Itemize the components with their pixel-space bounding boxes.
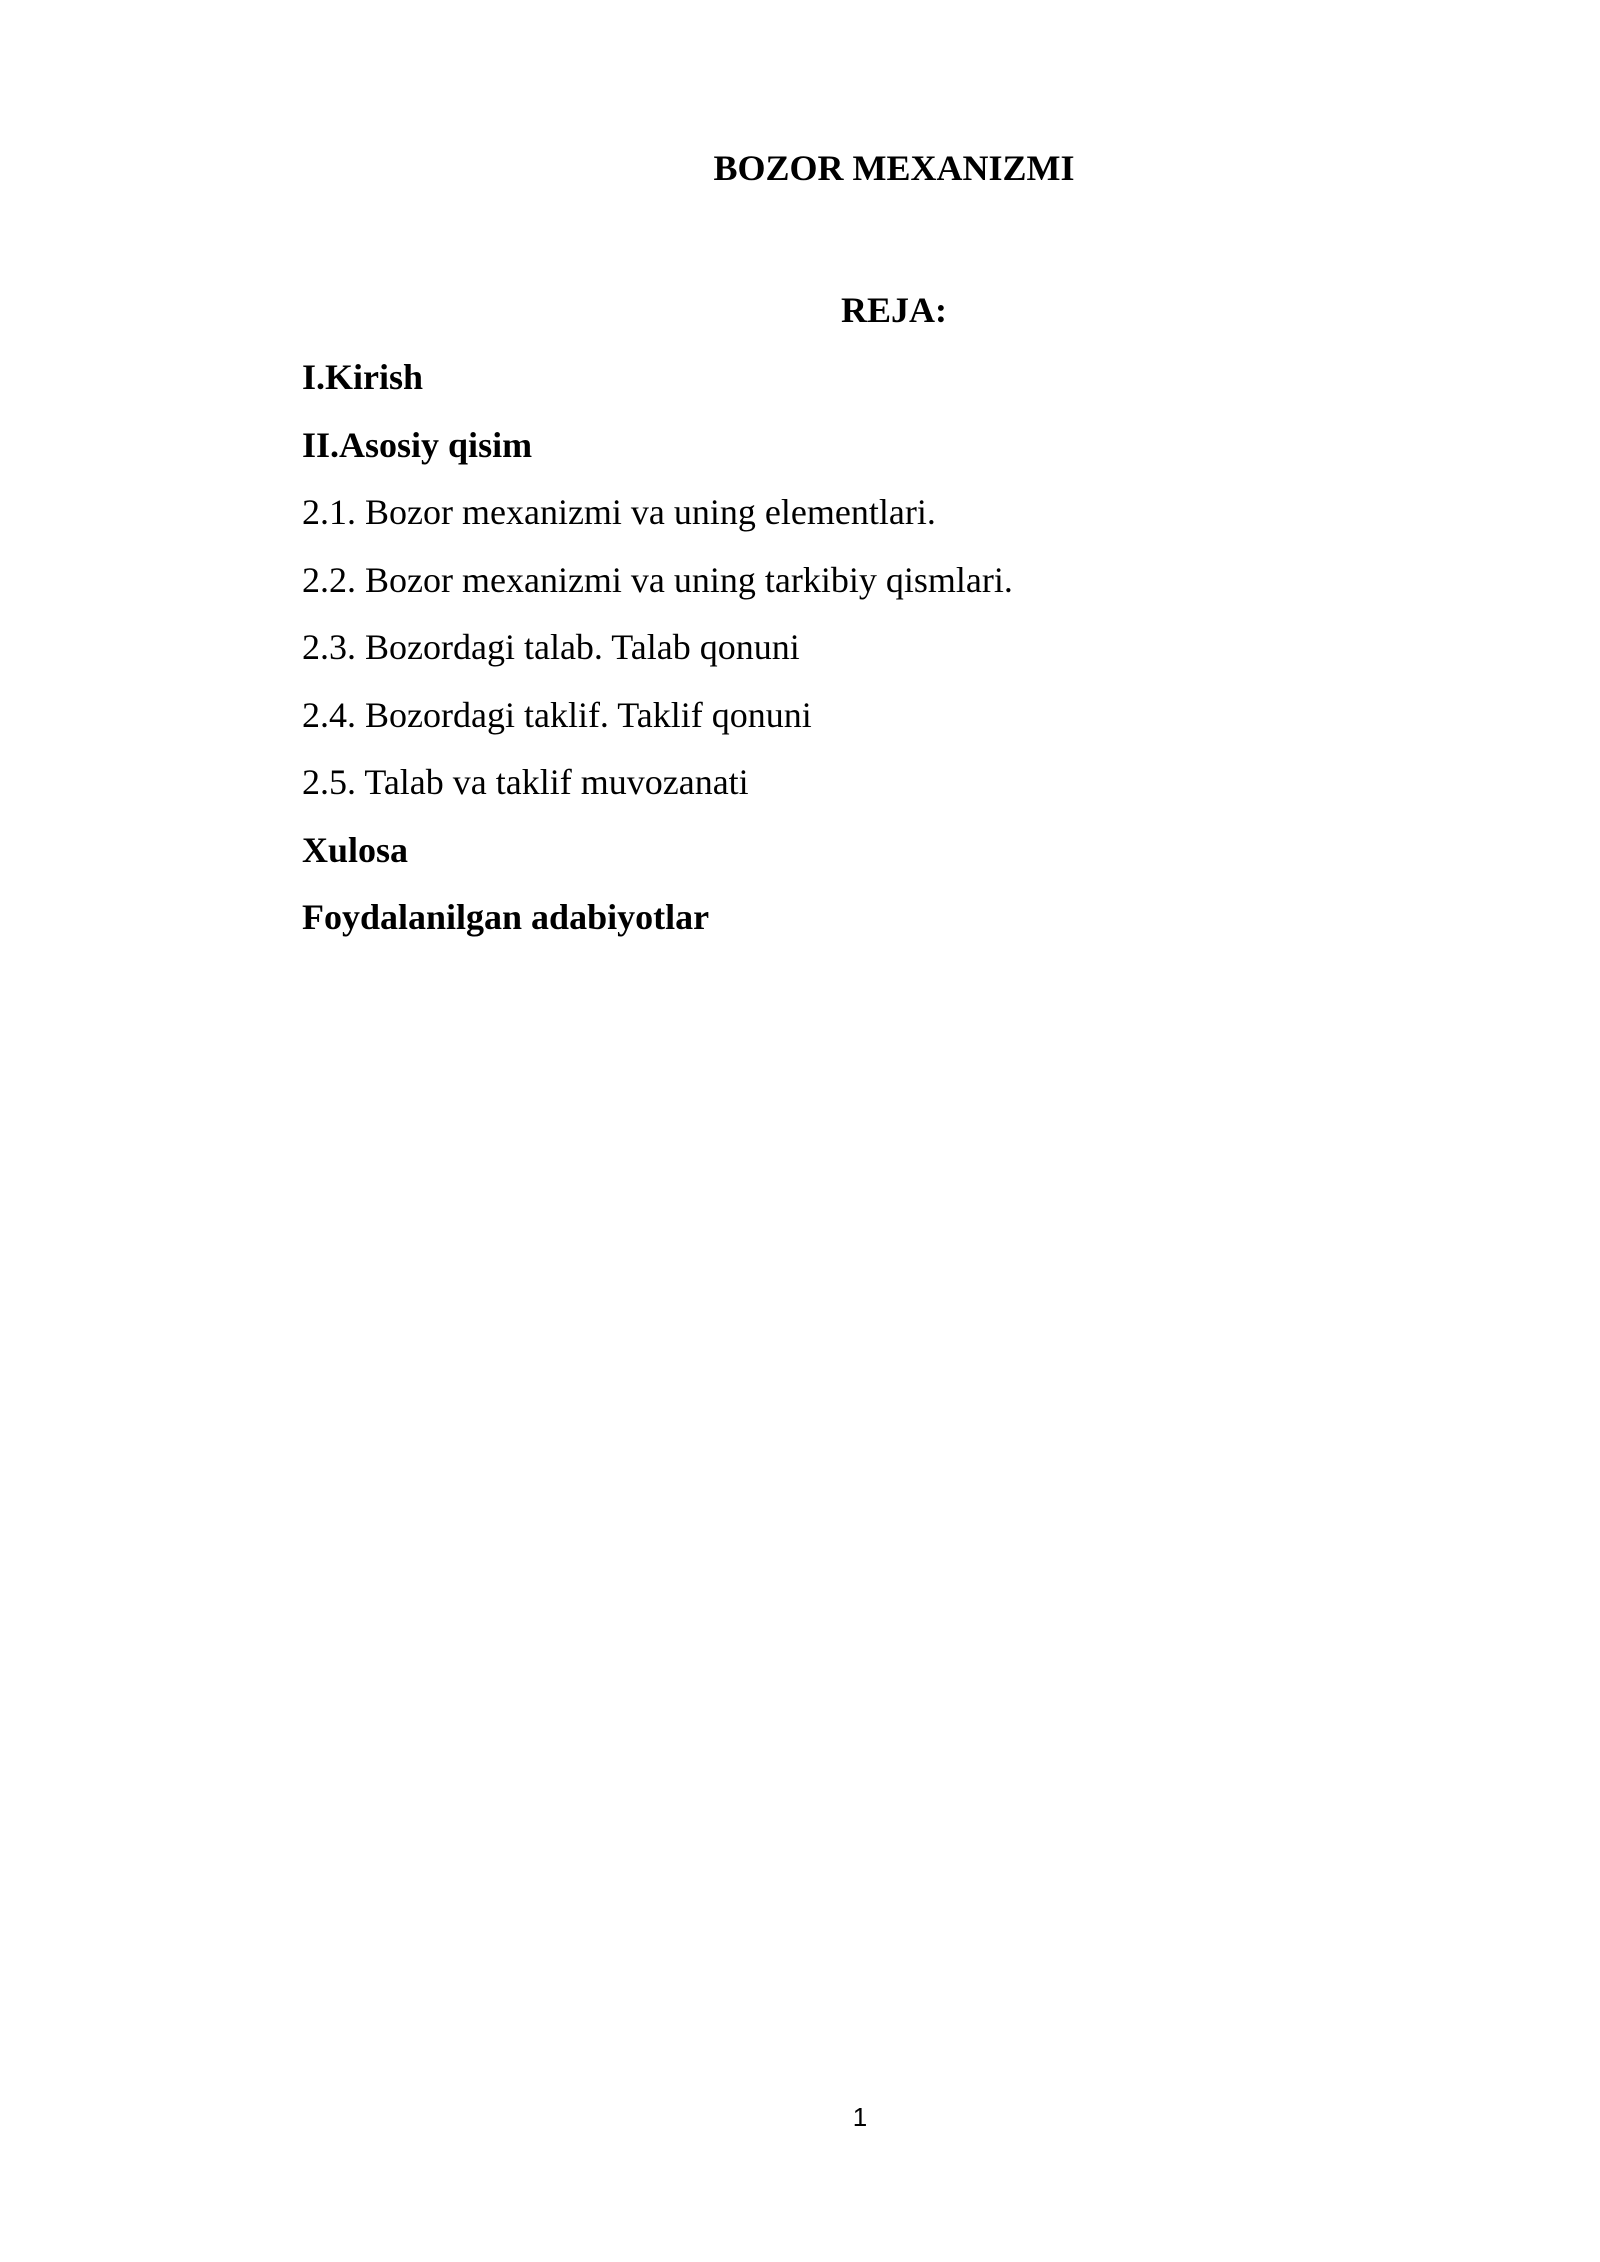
plan-item-introduction: I.Kirish [302, 357, 424, 397]
plan-item-2-3: 2.3. Bozordagi talab. Talab qonuni [302, 627, 800, 667]
page-number: 1 [852, 2102, 868, 2132]
plan-item-main-part: II.Asosiy qisim [302, 424, 533, 465]
document-title: BOZOR MEXANIZMI [713, 148, 1075, 188]
plan-item-conclusion: Xulosa [302, 829, 409, 870]
plan-item-2-5: 2.5. Talab va taklif muvozanati [302, 762, 749, 802]
plan-heading: REJA: [841, 290, 947, 330]
plan-list [302, 357, 1352, 965]
plan-item-references: Foydalanilgan adabiyotlar [302, 897, 710, 937]
plan-item-2-2: 2.2. Bozor mexanizmi va uning tarkibiy qismlari. [302, 559, 1013, 600]
plan-item-2-1: 2.1. Bozor mexanizmi va uning elementlari. [302, 492, 936, 532]
plan-item-2-4: 2.4. Bozordagi taklif. Taklif qonuni [302, 694, 812, 735]
